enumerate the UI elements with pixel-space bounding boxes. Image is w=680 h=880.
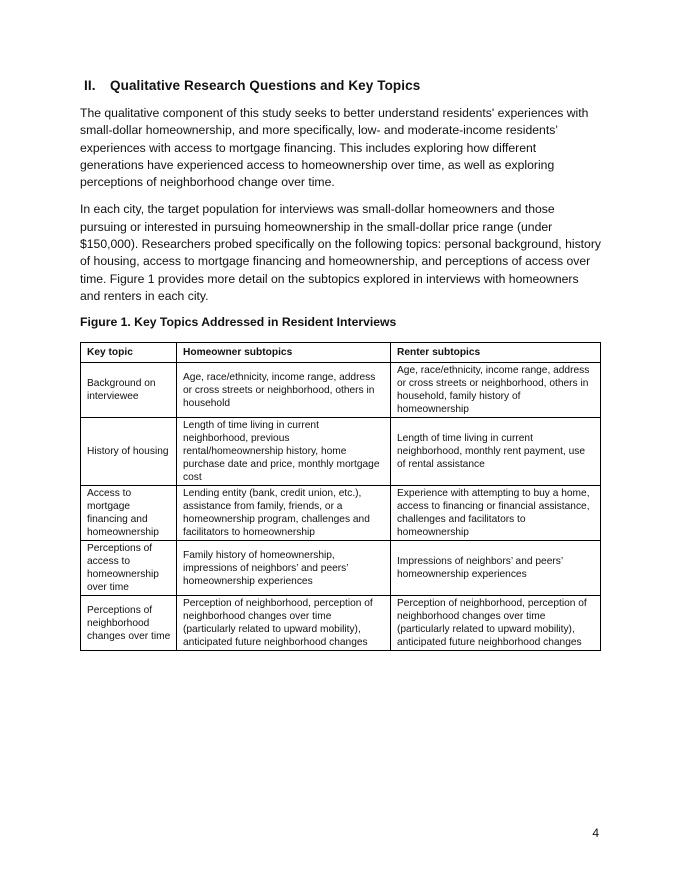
section-number: II. [84,78,96,93]
homeowner-cell: Length of time living in current neighborhood, previous rental/homeownership history, home purchase date and price, monthly mortgage cost [177,418,391,486]
page-number: 4 [592,826,599,840]
section-heading [84,78,602,93]
homeowner-cell: Lending entity (bank, credit union, etc.), assistance from family, friends, or a homeownership program, challenges and facilitators to homeownership [177,486,391,541]
header-homeowner-subtopics: Homeowner subtopics [177,343,391,363]
table-row [81,541,601,596]
renter-cell: Impressions of neighbors’ and peers’ homeownership experiences [391,541,601,596]
topic-cell: Perceptions of neighborhood changes over time [81,596,177,651]
topic-cell: Background on interviewee [81,363,177,418]
renter-cell: Perception of neighborhood, perception of neighborhood changes over time (particularly related to upward mobility), anticipated future neighborhood changes [391,596,601,651]
homeowner-cell: Family history of homeownership, impressions of neighbors’ and peers’ homeownership experiences [177,541,391,596]
intro-paragraph: The qualitative component of this study seeks to better understand residents' experiences with small-dollar homeownership, and more specifically, low- and moderate-income residents’ experiences with access to mortgage financing. This includes exploring how different generations have experienced access to homeownership over time, as well as exploring perceptions of neighborhood change over time. [80,106,589,190]
topic-cell: Perceptions of access to homeownership over time [81,541,177,596]
table-row [81,486,601,541]
table-header-row [81,343,601,363]
renter-cell: Length of time living in current neighborhood, monthly rent payment, use of rental assistance [391,418,601,486]
header-renter-subtopics: Renter subtopics [391,343,601,363]
table-row [81,363,601,418]
key-topics-table [80,342,601,651]
table-row [81,596,601,651]
homeowner-cell: Perception of neighborhood, perception of neighborhood changes over time (particularly related to upward mobility), anticipated future neighborhood changes [177,596,391,651]
renter-cell: Experience with attempting to buy a home, access to financing or financial assistance, challenges and facilitators to homeownership [391,486,601,541]
topic-cell: History of housing [81,418,177,486]
homeowner-cell: Age, race/ethnicity, income range, address or cross streets or neighborhood, others in household [177,363,391,418]
header-key-topic: Key topic [81,343,177,363]
target-population-paragraph: In each city, the target population for interviews was small-dollar homeowners and those pursuing or interested in pursuing homeownership in the small-dollar price range (under $150,000). Researchers probed specifically on the following topics: personal background, history of housing, access to mortgage financing and homeownership, and perceptions of access over time. Figure 1 provides more detail on the subtopics explored in interviews with homeowners and renters in each city. [80,202,601,303]
table-row [81,418,601,486]
document-page [80,78,602,651]
section-title: Qualitative Research Questions and Key Topics [110,78,421,93]
figure-title: Figure 1. Key Topics Addressed in Resident Interviews [80,315,397,330]
renter-cell: Age, race/ethnicity, income range, address or cross streets or neighborhood, others in household, family history of homeownership [391,363,601,418]
topic-cell: Access to mortgage financing and homeownership [81,486,177,541]
